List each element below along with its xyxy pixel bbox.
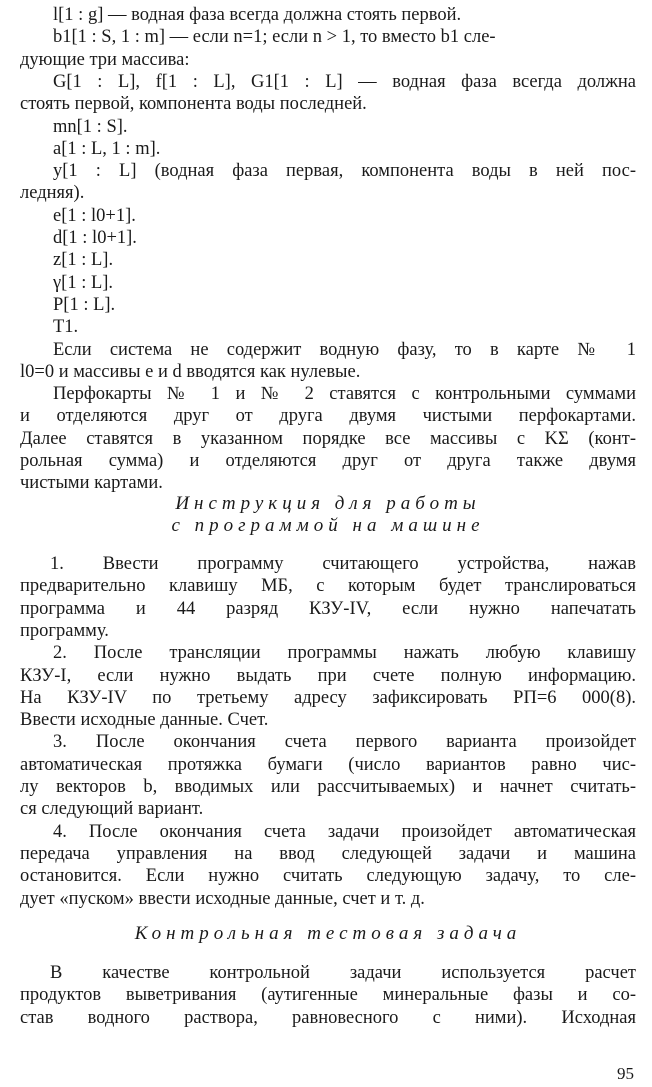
array-list-line: a[1 : L, 1 : m]. — [53, 138, 161, 159]
array-list-line: дующие три массива: — [20, 49, 190, 70]
array-list-line: Далее ставятся в указанном порядке все массивы с KΣ (конт- — [20, 428, 636, 449]
instruction-line: автоматическая протяжка бумаги (число вариантов равно чис- — [20, 754, 636, 775]
array-list-line: Если система не содержит водную фазу, то в карте № 1 — [53, 339, 636, 360]
array-list-line: γ[1 : L]. — [53, 272, 114, 293]
array-list-line: y[1 : L] (водная фаза первая, компонента воды в ней пос- — [53, 161, 636, 182]
instruction-line: предварительно клавишу МБ, с которым будет транслироваться — [20, 576, 636, 597]
instruction-line: передача управления на ввод следующей задачи и машина — [20, 843, 636, 864]
array-list-line: l[1 : g] — водная фаза всегда должна стоять первой. — [53, 5, 462, 25]
instruction-line: 4. После окончания счета задачи произойдет автоматическая — [53, 821, 636, 842]
test-task-line: В качестве контрольной задачи используется расчет — [50, 963, 636, 983]
page-number: 95 — [617, 1064, 634, 1083]
instruction-line: программу. — [20, 620, 109, 641]
instruction-line: На КЗУ-IV по третьему адресу зафиксировать РП=6 000(8). — [20, 687, 636, 708]
array-list-line: P[1 : L]. — [53, 294, 116, 315]
section-heading-test-task: Контрольная тестовая задача — [134, 923, 522, 944]
array-list-line: рольная сумма) и отделяются друг от друга также двумя — [20, 451, 636, 471]
test-task-line: став водного раствора, равновесного с ними). Исходная — [20, 1007, 636, 1028]
instruction-line: 3. После окончания счета первого варианта произойдет — [53, 732, 636, 753]
array-list-line: ледняя). — [20, 183, 85, 204]
section-heading-instructions-line2: с программой на машине — [171, 515, 485, 536]
array-list-line: Перфокарты № 1 и № 2 ставятся с контрольными суммами — [53, 384, 636, 405]
array-list-line: стоять первой, компонента воды последней. — [20, 94, 367, 115]
instruction-line: Ввести исходные данные. Счет. — [20, 710, 269, 731]
array-list-line: mn[1 : S]. — [53, 116, 128, 137]
array-list-line: G[1 : L], f[1 : L], G1[1 : L] — водная фаза всегда должна — [53, 71, 636, 92]
instruction-line: КЗУ-I, если нужно выдать при счете полную информацию. — [20, 665, 636, 686]
array-list-line: d[1 : l0+1]. — [53, 228, 137, 248]
array-list-line: b1[1 : S, 1 : m] — если n=1; если n > 1, то вместо b1 сле- — [53, 27, 496, 48]
test-task-line: продуктов выветривания (аутигенные минеральные фазы и со- — [20, 985, 636, 1006]
instruction-line: программа и 44 разряд КЗУ-IV, если нужно напечатать — [20, 598, 636, 619]
instruction-line: 1. Ввести программу считающего устройства, нажав — [50, 554, 636, 574]
array-list-line: l0=0 и массивы e и d вводятся как нулевые. — [20, 361, 361, 382]
instruction-line: ся следующий вариант. — [20, 799, 204, 820]
instruction-line: дует «пуском» ввести исходные данные, счет и т. д. — [20, 888, 425, 909]
array-list-line: e[1 : l0+1]. — [53, 205, 136, 226]
array-list-line: чистыми картами. — [20, 473, 163, 494]
instruction-line: остановится. Если нужно считать следующую задачу, то сле- — [20, 866, 636, 887]
section-heading-instructions-line1: Инструкция для работы — [175, 493, 481, 514]
array-list-line: z[1 : L]. — [53, 250, 114, 271]
instruction-line: лу векторов b, вводимых или рассчитываемых) и начнет считать- — [20, 777, 636, 797]
array-list-line: T1. — [53, 317, 79, 338]
array-list-line: и отделяются друг от друга двумя чистыми перфокартами. — [20, 406, 636, 427]
instruction-line: 2. После трансляции программы нажать любую клавишу — [53, 643, 636, 664]
